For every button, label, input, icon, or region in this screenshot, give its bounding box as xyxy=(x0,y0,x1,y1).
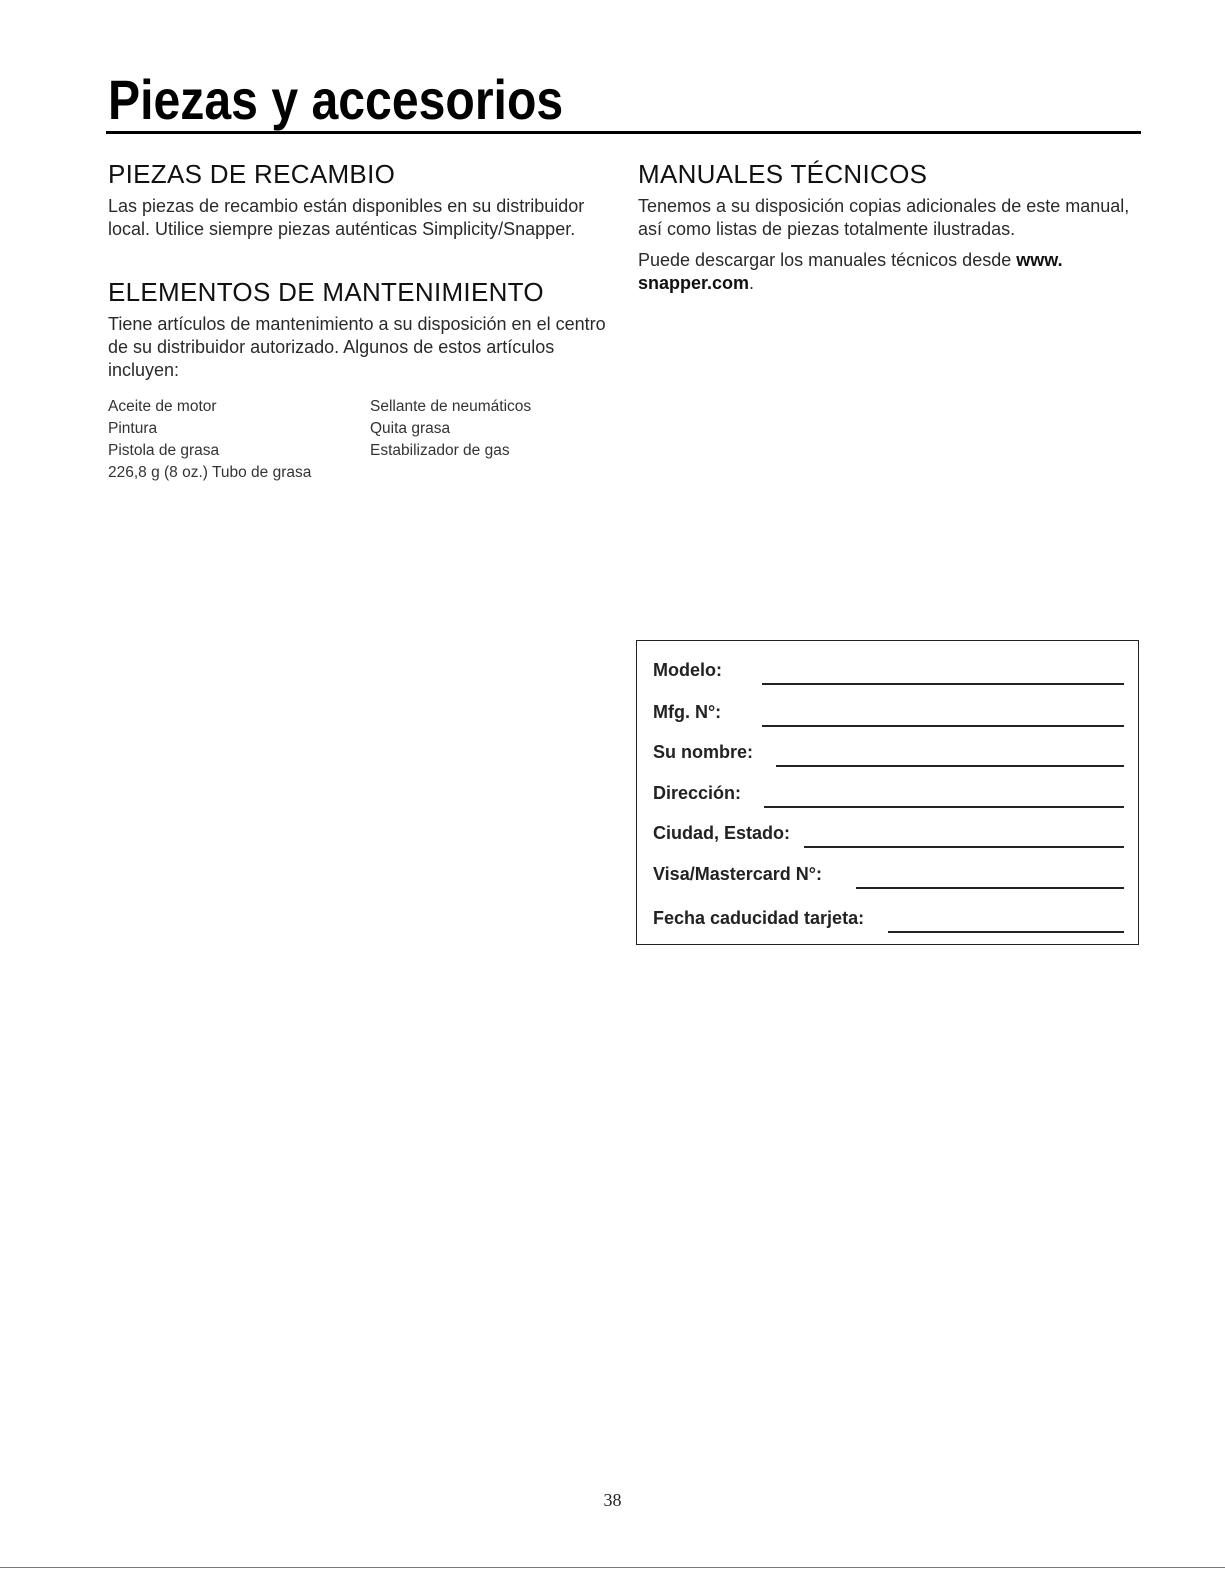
maintenance-item: Aceite de motor xyxy=(108,398,217,415)
maintenance-heading: ELEMENTOS DE MANTENIMIENTO xyxy=(108,277,544,307)
bottom-rule xyxy=(0,1567,1225,1568)
maintenance-text: Tiene artículos de mantenimiento a su disposición en el centro de su distribuidor autorizado. Algunos de estos artículos incluyen: xyxy=(108,314,606,380)
technical-manuals-heading: MANUALES TÉCNICOS xyxy=(638,159,928,189)
city-state-field[interactable] xyxy=(653,818,1124,848)
page-number: 38 xyxy=(603,1490,622,1510)
maintenance-items-list xyxy=(108,396,608,484)
right-column xyxy=(638,157,1138,295)
card-number-label: Visa/Mastercard N°: xyxy=(653,864,822,884)
snapper-website-link[interactable]: www. snapper.com xyxy=(638,250,1063,293)
model-field[interactable] xyxy=(653,655,1124,685)
page-title: Piezas y accesorios xyxy=(108,68,564,131)
city-state-blank-line[interactable] xyxy=(804,846,1124,848)
technical-manuals-download-text xyxy=(638,249,1138,295)
maintenance-section xyxy=(108,275,608,484)
address-blank-line[interactable] xyxy=(764,806,1124,808)
left-column xyxy=(108,157,608,484)
maintenance-item: Quita grasa xyxy=(370,420,451,437)
replacement-parts-heading: PIEZAS DE RECAMBIO xyxy=(108,159,396,189)
model-blank-line[interactable] xyxy=(762,683,1124,685)
download-text-prefix: Puede descargar los manuales técnicos desde xyxy=(638,250,1017,270)
title-rule xyxy=(106,131,1141,134)
replacement-parts-section xyxy=(108,157,608,241)
download-text-suffix: . xyxy=(749,273,755,293)
maintenance-item: Pistola de grasa xyxy=(108,442,220,459)
maintenance-item: Pintura xyxy=(108,420,158,437)
address-label: Dirección: xyxy=(653,783,742,803)
card-number-field[interactable] xyxy=(653,859,1124,889)
mfg-number-blank-line[interactable] xyxy=(762,725,1124,727)
maintenance-item: Estabilizador de gas xyxy=(370,442,510,459)
maintenance-item: Sellante de neumáticos xyxy=(370,398,532,415)
card-number-blank-line[interactable] xyxy=(856,887,1124,889)
order-info-form xyxy=(636,640,1139,945)
card-expiry-blank-line[interactable] xyxy=(888,931,1124,933)
technical-manuals-section xyxy=(638,157,1138,295)
name-blank-line[interactable] xyxy=(776,765,1124,767)
card-expiry-field[interactable] xyxy=(653,903,1124,933)
address-field[interactable] xyxy=(653,778,1124,808)
model-label: Modelo: xyxy=(653,660,722,680)
maintenance-item: 226,8 g (8 oz.) Tubo de grasa xyxy=(108,464,312,481)
card-expiry-label: Fecha caducidad tarjeta: xyxy=(653,908,865,928)
technical-manuals-text: Tenemos a su disposición copias adicionales de este manual, así como listas de piezas totalmente ilustradas. xyxy=(638,196,1130,239)
city-state-label: Ciudad, Estado: xyxy=(653,823,791,843)
mfg-number-label: Mfg. N°: xyxy=(653,702,722,722)
mfg-number-field[interactable] xyxy=(653,697,1124,727)
name-label: Su nombre: xyxy=(653,742,754,762)
name-field[interactable] xyxy=(653,737,1124,767)
replacement-parts-text: Las piezas de recambio están disponibles en su distribuidor local. Utilice siempre piezas auténticas Simplicity/Snapper. xyxy=(108,196,585,239)
